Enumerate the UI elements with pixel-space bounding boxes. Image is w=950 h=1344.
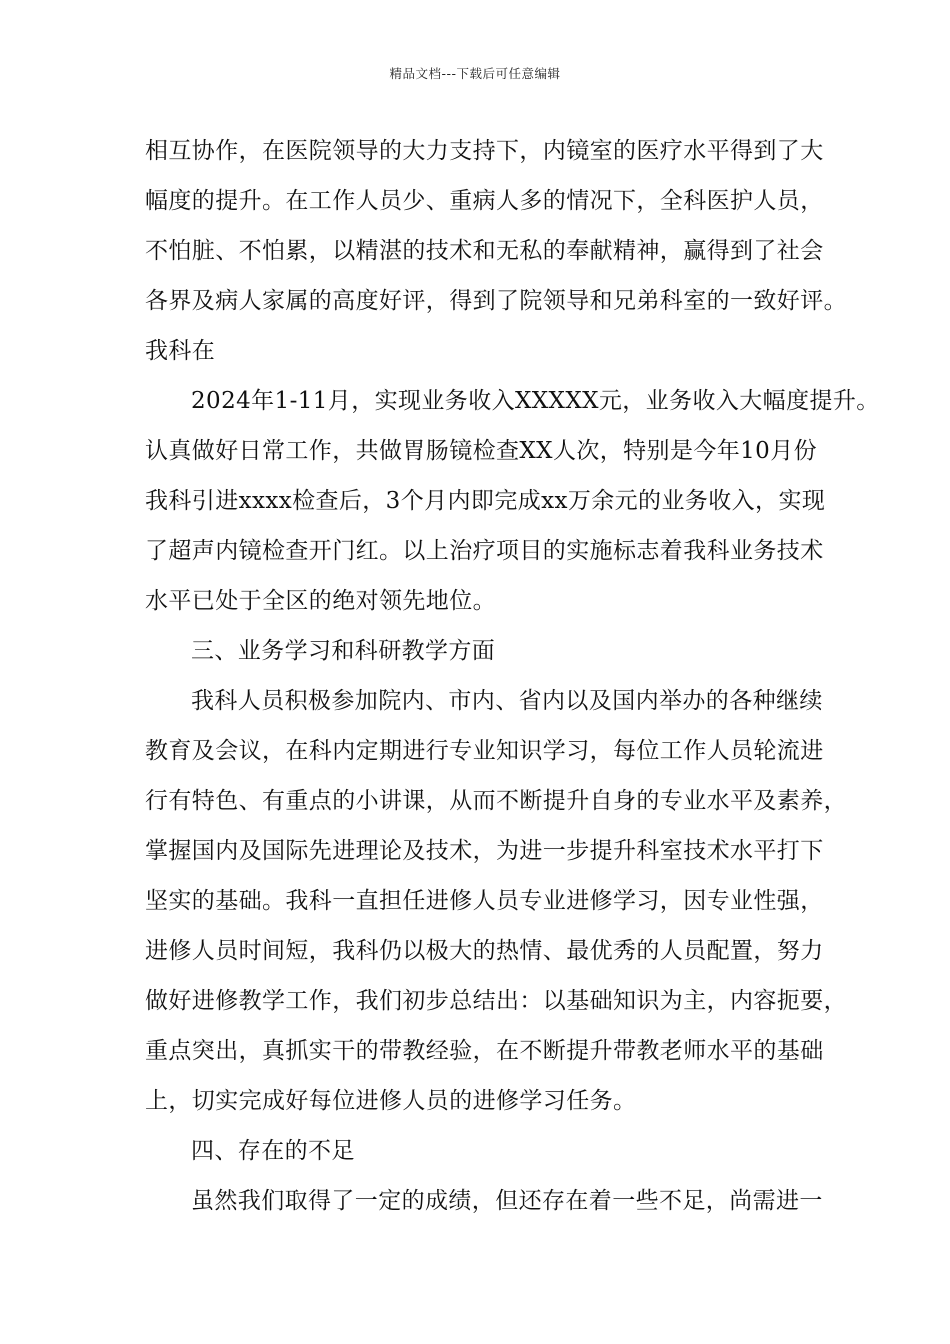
text-line: 掌握国内及国际先进理论及技术，为进一步提升科室技术水平打下: [145, 838, 824, 864]
text-line: 行有特色、有重点的小讲课，从而不断提升自身的专业水平及素养，: [145, 788, 847, 814]
text-line: 教育及会议，在科内定期进行专业知识学习，每位工作人员轮流进: [145, 738, 824, 764]
text-line: 认真做好日常工作，共做胃肠镜检查XX人次，特别是今年10月份: [145, 438, 818, 464]
text-line: 相互协作，在医院领导的大力支持下，内镜室的医疗水平得到了大: [145, 138, 824, 164]
text-line: 各界及病人家属的高度好评，得到了院领导和兄弟科室的一致好评。: [145, 288, 847, 314]
text-line: 三、业务学习和科研教学方面: [191, 638, 496, 664]
text-line: 幅度的提升。在工作人员少、重病人多的情况下，全科医护人员，: [145, 188, 824, 214]
text-line: 我科人员积极参加院内、市内、省内以及国内举办的各种继续: [191, 688, 823, 714]
text-line: 坚实的基础。我科一直担任进修人员专业进修学习，因专业性强，: [145, 888, 824, 914]
text-line: 了超声内镜检查开门红。以上治疗项目的实施标志着我科业务技术: [145, 538, 824, 564]
document-body: [145, 126, 880, 1226]
text-line: 我科引进xxxx检查后，3个月内即完成xx万余元的业务收入，实现: [145, 488, 826, 514]
text-line: 2024年1-11月，实现业务收入XXXXX元，业务收入大幅度提升。: [191, 388, 880, 414]
text-line: 虽然我们取得了一定的成绩，但还存在着一些不足，尚需进一: [191, 1188, 823, 1214]
text-line: 做好进修教学工作，我们初步总结出：以基础知识为主，内容扼要，: [145, 988, 847, 1014]
text-line: 进修人员时间短，我科仍以极大的热情、最优秀的人员配置，努力: [145, 938, 824, 964]
text-line: 四、存在的不足: [191, 1138, 355, 1164]
text-line: 不怕脏、不怕累，以精湛的技术和无私的奉献精神，赢得到了社会: [145, 238, 824, 264]
text-line: 重点突出，真抓实干的带教经验，在不断提升带教老师水平的基础: [145, 1038, 824, 1064]
page-header: 精品文档---下载后可任意编辑: [389, 66, 561, 81]
text-line: 水平已处于全区的绝对领先地位。: [145, 588, 496, 614]
text-line: 上，切实完成好每位进修人员的进修学习任务。: [145, 1088, 637, 1114]
text-line: 我科在: [145, 338, 216, 364]
